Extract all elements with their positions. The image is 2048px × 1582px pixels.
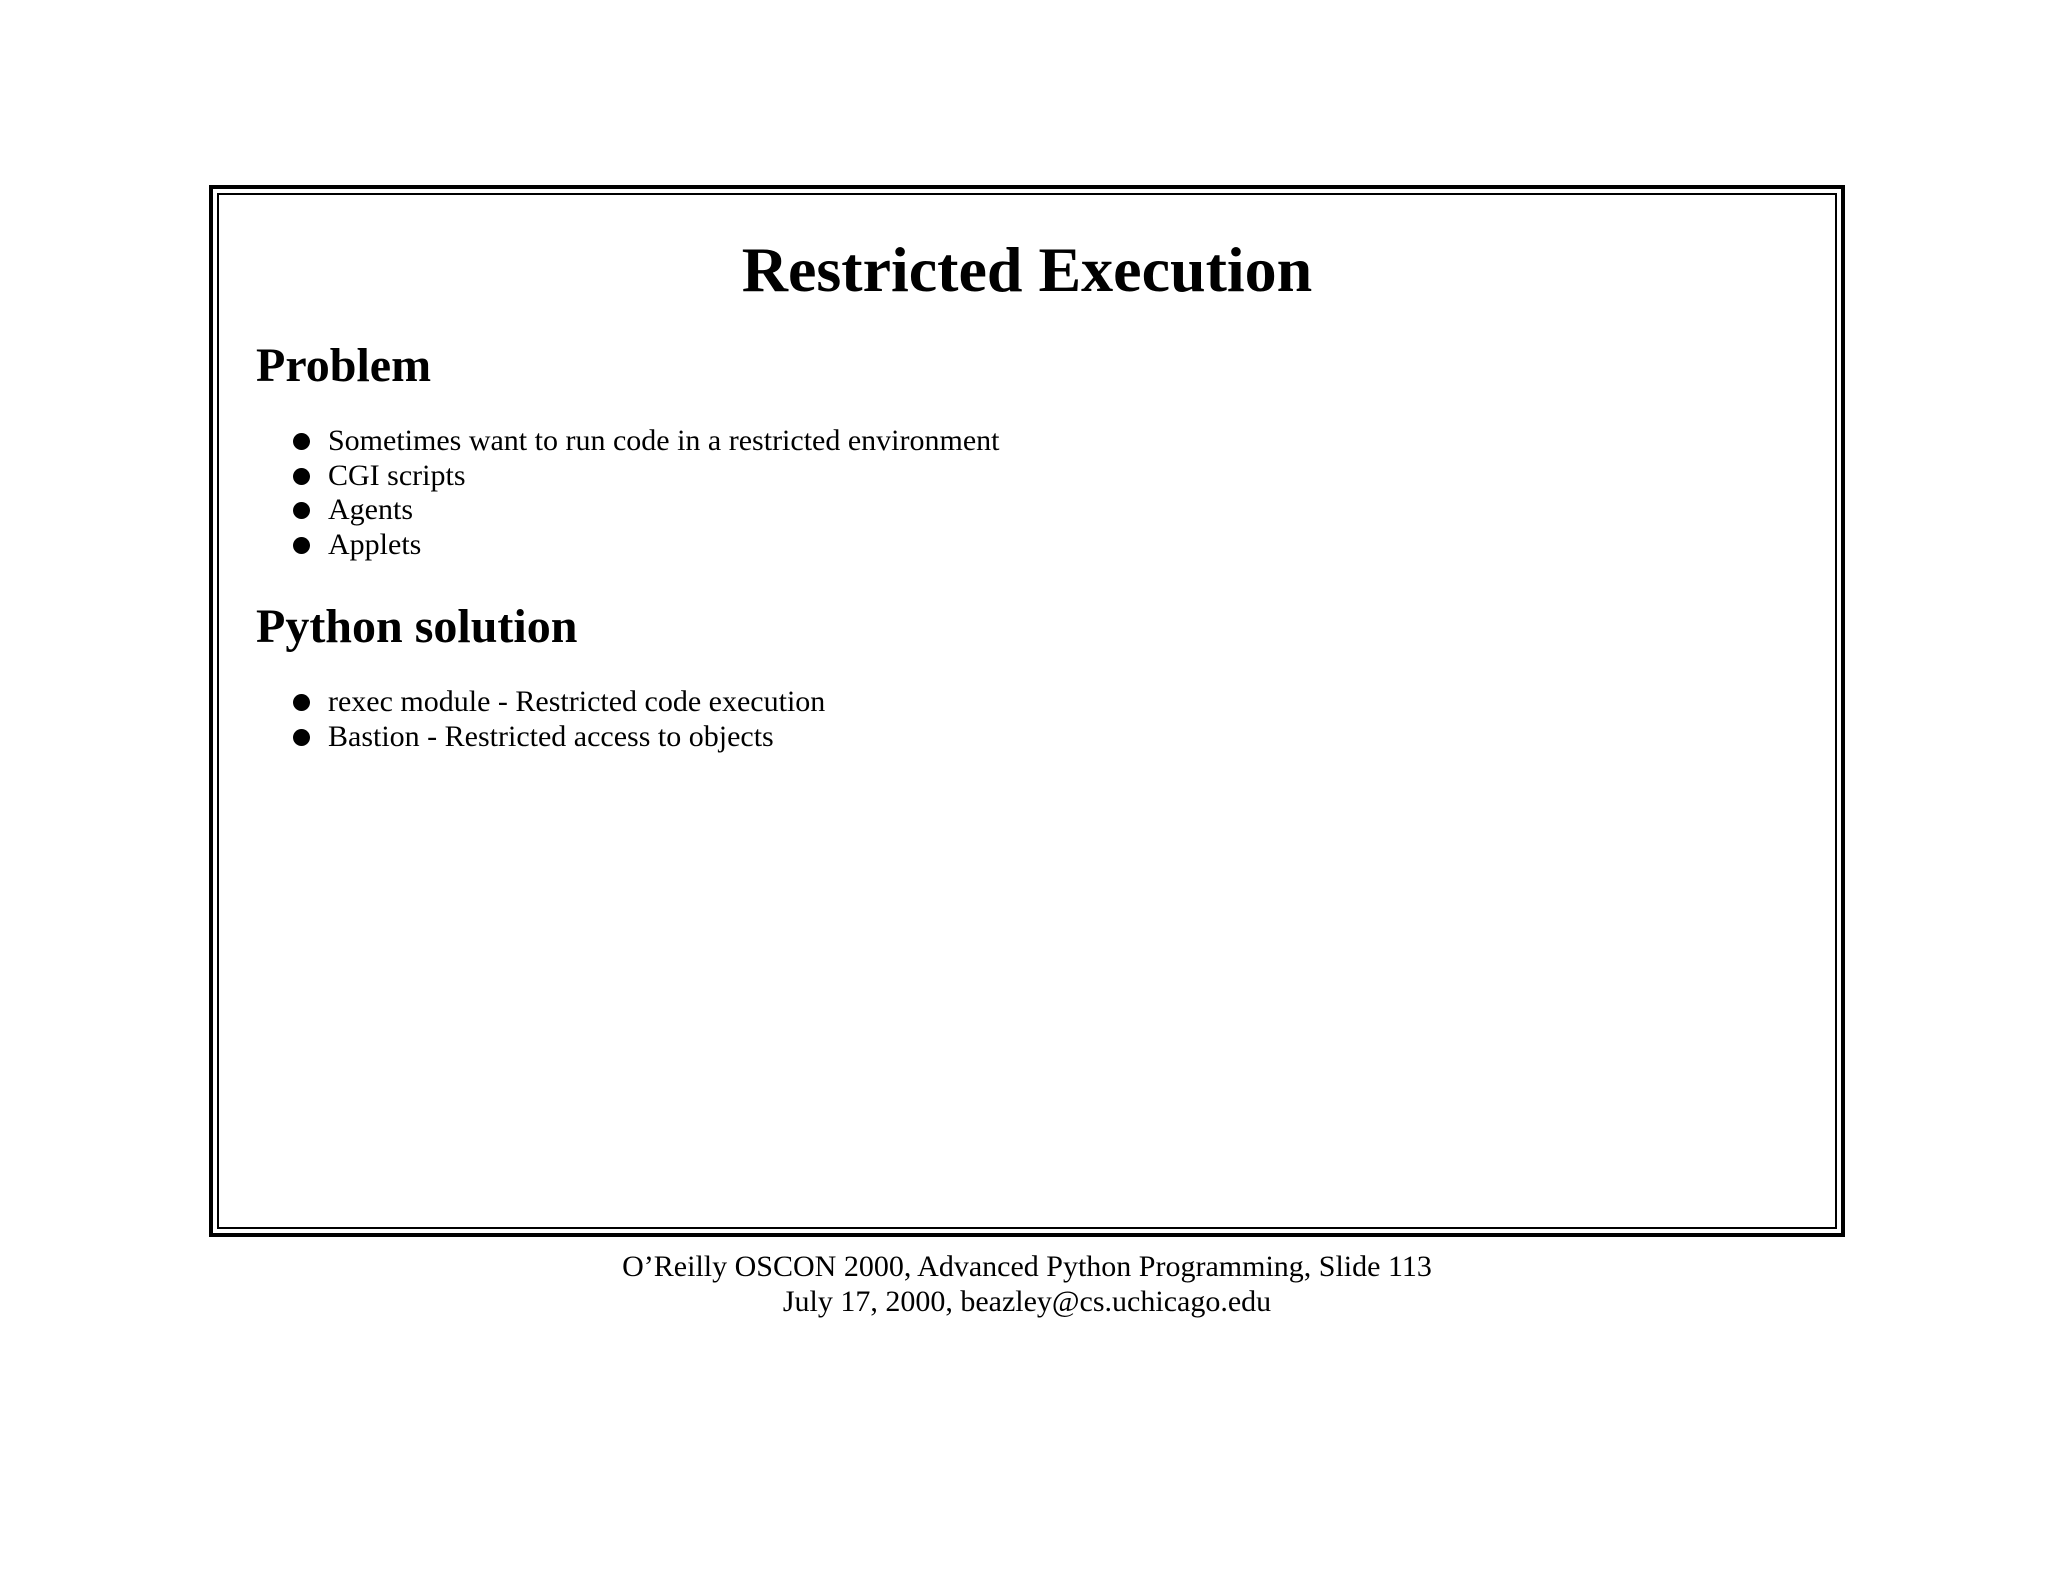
bullet-icon — [293, 468, 310, 485]
list-item — [290, 424, 999, 459]
list-item-text: Agents — [328, 493, 413, 526]
list-item — [290, 459, 999, 494]
slide-footer — [217, 1249, 1837, 1319]
bullet-icon — [293, 502, 310, 519]
list-item-text: Applets — [328, 527, 422, 561]
list-item-text: Bastion - Restricted access to objects — [328, 719, 774, 753]
section-heading-problem: Problem — [256, 339, 432, 392]
list-item-text: CGI scripts — [328, 458, 466, 492]
list-item-text: rexec module - Restricted code execution — [328, 685, 826, 718]
bullet-list-problem — [290, 424, 999, 562]
list-item-text: Sometimes want to run code in a restricted environment — [328, 424, 1000, 457]
bullet-icon — [293, 537, 310, 554]
slide-title: Restricted Execution — [741, 234, 1313, 305]
list-item — [290, 493, 999, 528]
section-heading-python-solution: Python solution — [256, 600, 578, 653]
bullet-list-python-solution — [290, 685, 825, 754]
list-item — [290, 528, 999, 563]
bullet-icon — [293, 433, 310, 450]
footer-date-email-line: July 17, 2000, beazley@cs.uchicago.edu — [782, 1285, 1272, 1318]
footer-conference-line: O’Reilly OSCON 2000, Advanced Python Programming, Slide 113 — [622, 1250, 1432, 1283]
list-item — [290, 685, 825, 720]
bullet-icon — [293, 729, 310, 746]
bullet-icon — [293, 694, 310, 711]
list-item — [290, 720, 825, 755]
